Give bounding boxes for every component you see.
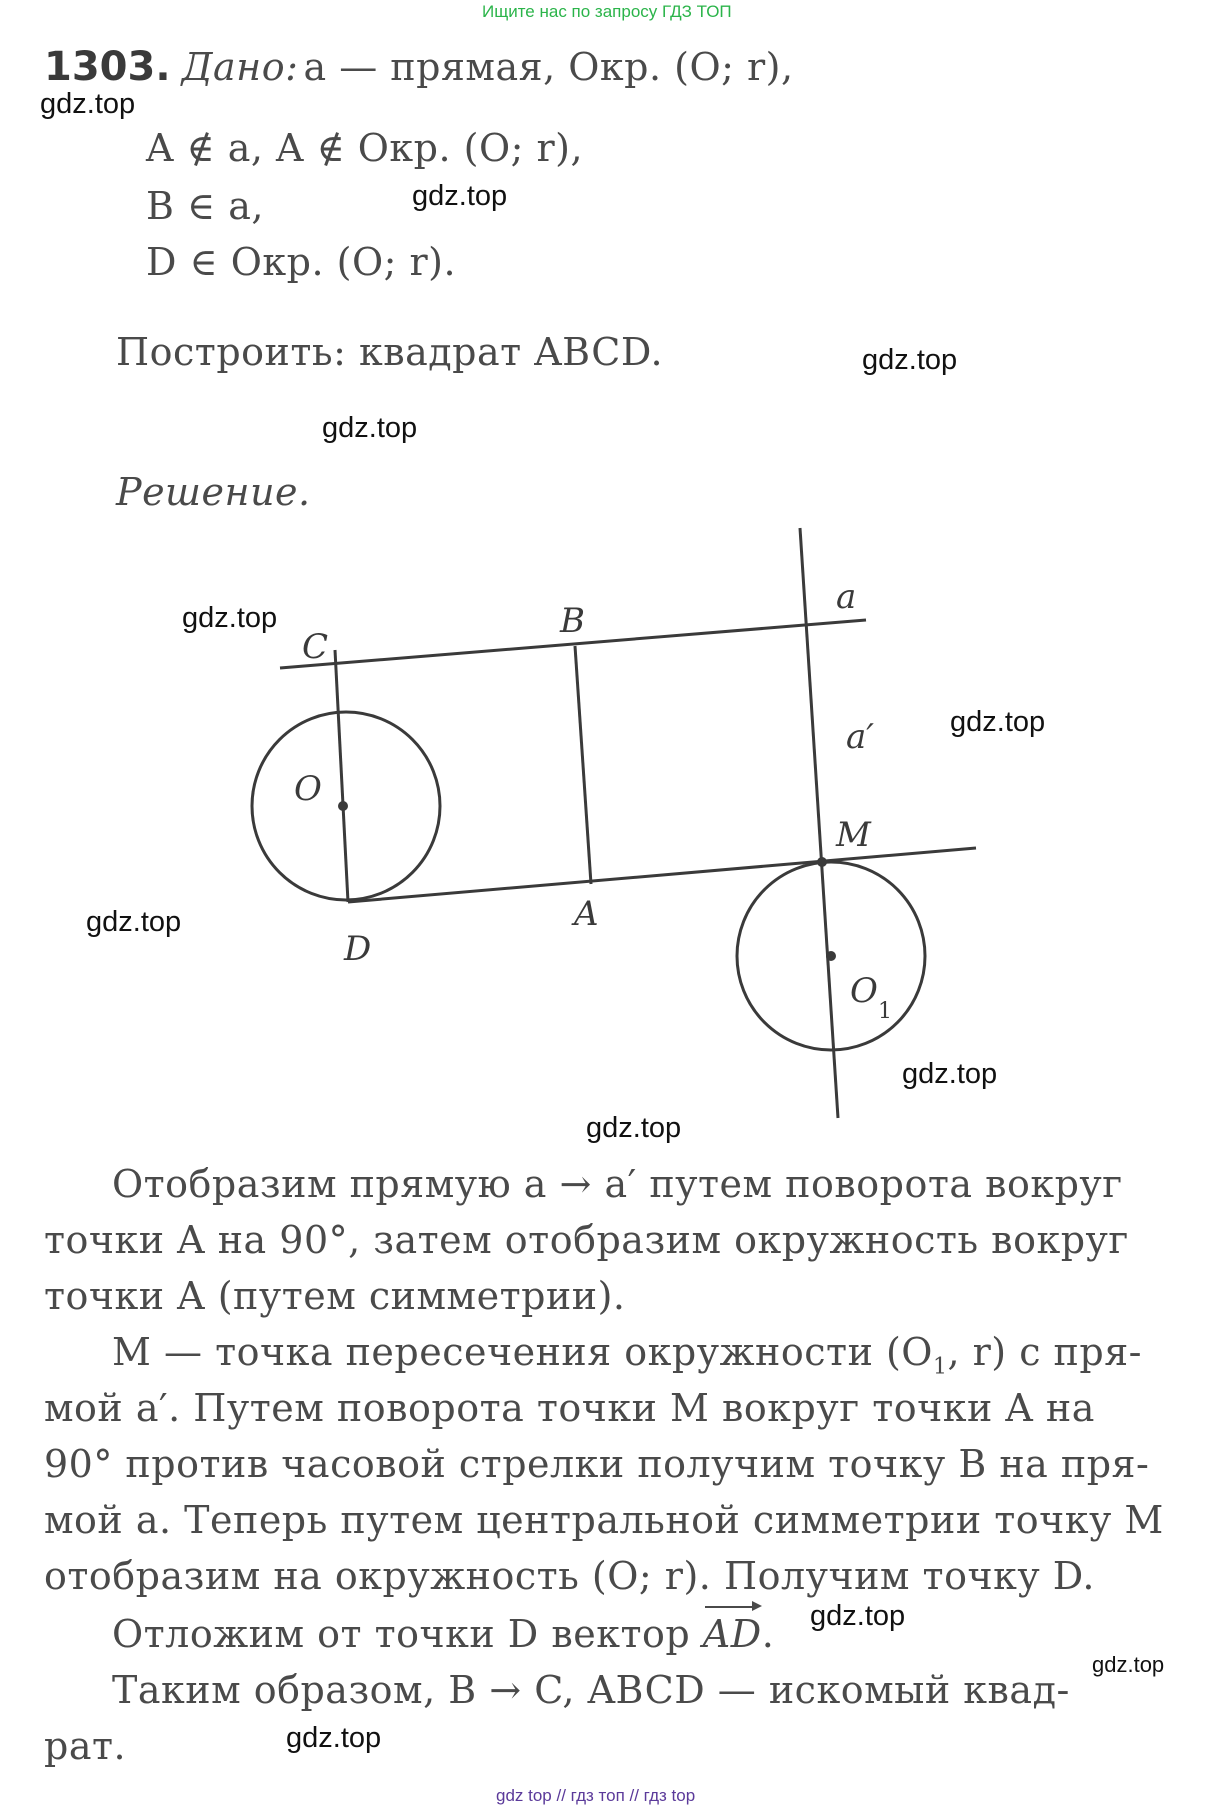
watermark: gdz.top [950, 706, 1046, 738]
watermark: gdz.top [862, 344, 958, 376]
watermark: gdz.top [810, 1600, 906, 1632]
problem-number: 1303. [44, 44, 171, 90]
label-a-prime: a′ [846, 717, 874, 757]
watermark: gdz.top [40, 88, 136, 120]
label-a: a [836, 577, 857, 617]
label-a-point: A [574, 894, 599, 934]
line-a-prime [800, 528, 838, 1118]
line-a-prime-base [348, 848, 976, 902]
label-d: D [344, 929, 372, 969]
label-b: B [560, 601, 585, 641]
point-o1 [826, 951, 836, 961]
watermark: gdz.top [1092, 1652, 1165, 1677]
watermark: gdz.top [586, 1112, 682, 1144]
p2-line-4: мой a. Теперь путем центральной симметрии точку M [44, 1498, 1164, 1542]
given-label: Дано: [181, 45, 299, 89]
p3-text: Отложим от точки D вектор [112, 1612, 703, 1656]
label-o1-subscript: 1 [878, 999, 892, 1024]
label-o: O [294, 769, 322, 809]
watermark: gdz.top [412, 180, 508, 212]
segment-ba [575, 646, 591, 884]
given-line-1: a — прямая, Окр. (O; r), [303, 45, 794, 89]
p1-line-1: Отобразим прямую a → a′ путем поворота вокруг [112, 1162, 1123, 1206]
vector-ad: AD [702, 1612, 762, 1656]
construct-statement: Построить: квадрат ABCD. [116, 330, 664, 374]
footer-links[interactable]: gdz top // гдз топ // гдз top [496, 1786, 696, 1805]
label-m: M [836, 815, 871, 855]
p4-line-1: Таким образом, B → C, ABCD — искомый квад- [112, 1668, 1070, 1712]
watermark: gdz.top [322, 412, 418, 444]
p2-line-1 [112, 1330, 1142, 1380]
p3-line [112, 1612, 774, 1656]
p1-line-2: точки A на 90°, затем отобразим окружность вокруг [44, 1218, 1129, 1262]
p2-line-1-b: , r) с пря- [947, 1330, 1143, 1374]
p2-line-1-sub: 1 [932, 1354, 948, 1380]
p3-period: . [761, 1612, 775, 1656]
given-line-3: B ∈ a, [146, 184, 264, 228]
watermark: gdz.top [182, 602, 278, 634]
point-m [817, 857, 827, 867]
label-c: C [302, 627, 329, 667]
solution-label: Решение. [116, 470, 311, 514]
watermark: gdz.top [86, 906, 182, 938]
p1-line-3: точки A (путем симметрии). [44, 1274, 626, 1318]
point-o [338, 801, 348, 811]
watermark: gdz.top [286, 1722, 382, 1754]
p4-line-2: рат. [44, 1724, 127, 1768]
given-line-2: A ∉ a, A ∉ Окр. (O; r), [146, 126, 584, 170]
label-o1: O [850, 971, 878, 1011]
p2-line-1-a: M — точка пересечения окружности (O [112, 1330, 933, 1374]
p2-line-2: мой a′. Путем поворота точки M вокруг точки A на [44, 1386, 1095, 1430]
p2-line-3: 90° против часовой стрелки получим точку B на пря- [44, 1442, 1150, 1486]
p2-line-5: отобразим на окружность (O; r). Получим точку D. [44, 1554, 1095, 1598]
given-line-4: D ∈ Окр. (O; r). [146, 240, 457, 284]
segment-cd [335, 650, 348, 902]
watermark: gdz.top [902, 1058, 998, 1090]
top-banner: Ищите нас по запросу ГДЗ ТОП [482, 2, 732, 21]
